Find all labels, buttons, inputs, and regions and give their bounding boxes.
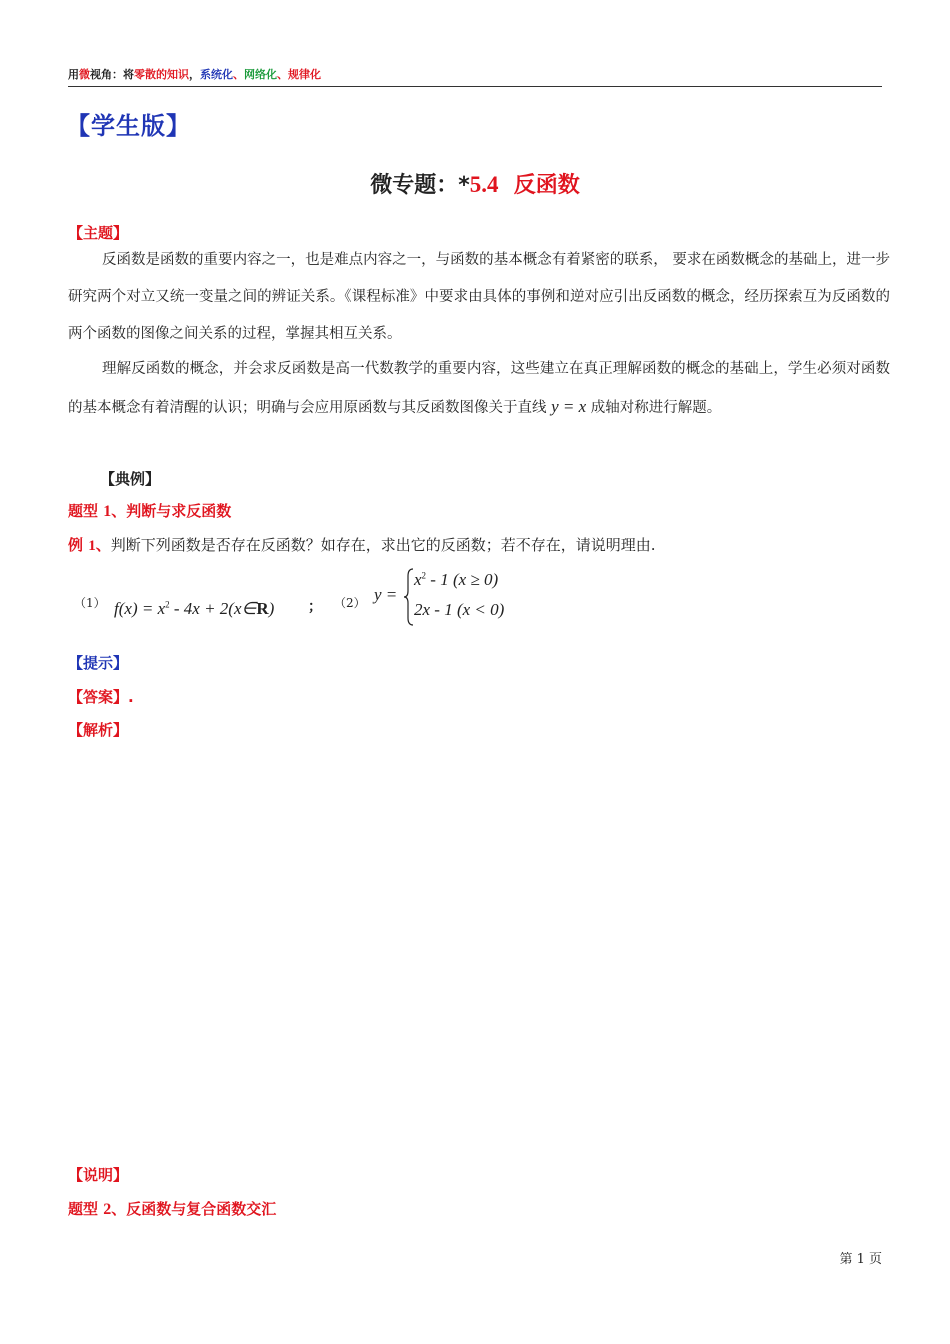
page-header <box>68 66 882 87</box>
header-text-9: 、 <box>277 68 288 81</box>
page-number: 第 1 页 <box>839 1252 882 1267</box>
part1-f: f <box>114 599 119 618</box>
type1-title-b: 、判断与求反函数 <box>111 502 232 520</box>
type2-title-b: 、反函数与复合函数交汇 <box>111 1200 277 1218</box>
type2-title-n: 2 <box>103 1201 112 1218</box>
theme-para2-text-a: 理解反函数的概念，并会求反函数是高一代数教学的重要内容，这些建立在真正理解函数的概念的基础上，学生必须对函数的基本概念有着清醒的认识；明确与会应用原函数与其反函数图像关于直线 <box>68 361 890 416</box>
title-star: * <box>458 173 470 198</box>
theme-label: 【主题】 <box>68 224 129 242</box>
examples-label: 【典例】 <box>100 470 161 488</box>
example1-part1-formula <box>114 599 274 619</box>
theme-paragraph-1: 反函数是函数的重要内容之一，也是难点内容之一，与函数的基本概念有着紧密的联系， 要求在函数概念的基础上，进一步研究两个对立又统一变量之间的辨证关系。《课程标准》中要求由具体的事例和逆对应引出反函数的概念，经历探索互为反函数的两个函数的图像之间关系的过程，掌握其相互关系。 <box>68 252 890 342</box>
theme-para2-math: y = x <box>551 397 587 416</box>
example1-part1-label: （1） <box>74 596 106 610</box>
part1-close: ) <box>268 599 275 618</box>
part1-exp: 2 <box>165 599 170 610</box>
example1-label-a: 例 <box>68 536 89 554</box>
part2-case1 <box>414 570 498 590</box>
type2-title <box>68 1198 276 1219</box>
header-text-7: 、 <box>233 68 244 81</box>
analysis-label: 【解析】 <box>68 721 129 739</box>
part1-set: R <box>256 599 269 618</box>
title-prefix: 微专题： <box>370 173 459 198</box>
example1-text: 判断下列函数是否存在反函数？如存在，求出它的反函数；若不存在，请说明理由. <box>110 536 656 554</box>
part2-lhs: y = <box>374 585 398 604</box>
edition-label: 【学生版】 <box>66 112 191 140</box>
type2-title-a: 题型 <box>68 1200 104 1218</box>
type1-title <box>68 500 231 521</box>
theme-para2-text-b: 成轴对称进行解题。 <box>590 400 722 416</box>
type1-title-n: 1 <box>103 503 112 520</box>
example1-part2-label: （2） <box>334 596 366 610</box>
title-topic: 反函数 <box>513 173 580 198</box>
answer-label: 【答案】 <box>68 688 129 706</box>
page-title <box>0 168 950 199</box>
answer-label-row <box>68 686 134 707</box>
header-text-6: 系统化 <box>200 68 233 81</box>
header-text-5: ， <box>189 68 200 81</box>
header-text-10: 规律化 <box>288 68 321 81</box>
hint-label: 【提示】 <box>68 654 129 672</box>
header-text-3: 视角：将 <box>90 68 134 81</box>
part1-arg: (x) = x <box>118 599 166 618</box>
header-text-2: 微 <box>79 68 90 81</box>
type1-title-a: 题型 <box>68 502 104 520</box>
part2-case1-a: x <box>414 570 422 589</box>
header-text-1: 用 <box>68 68 79 81</box>
example1-separator: ； <box>308 599 322 615</box>
answer-text: . <box>128 688 134 706</box>
example1-label-n: 1 <box>88 538 96 554</box>
part1-rest: - 4x + 2(x∈ <box>169 599 257 618</box>
example1-label <box>68 536 111 554</box>
part2-case2: 2x - 1 (x < 0) <box>414 600 505 619</box>
part2-case1-exp: 2 <box>421 570 427 581</box>
example1-label-b: 、 <box>95 536 111 554</box>
part2-case1-b: - 1 (x ≥ 0) <box>426 570 499 589</box>
example1-line <box>68 534 656 555</box>
title-number: 5.4 <box>469 172 499 197</box>
header-text-8: 网络化 <box>244 68 277 81</box>
note-label: 【说明】 <box>68 1166 129 1184</box>
theme-paragraph-2 <box>68 351 890 427</box>
header-text-4: 零散的知识 <box>134 68 189 81</box>
